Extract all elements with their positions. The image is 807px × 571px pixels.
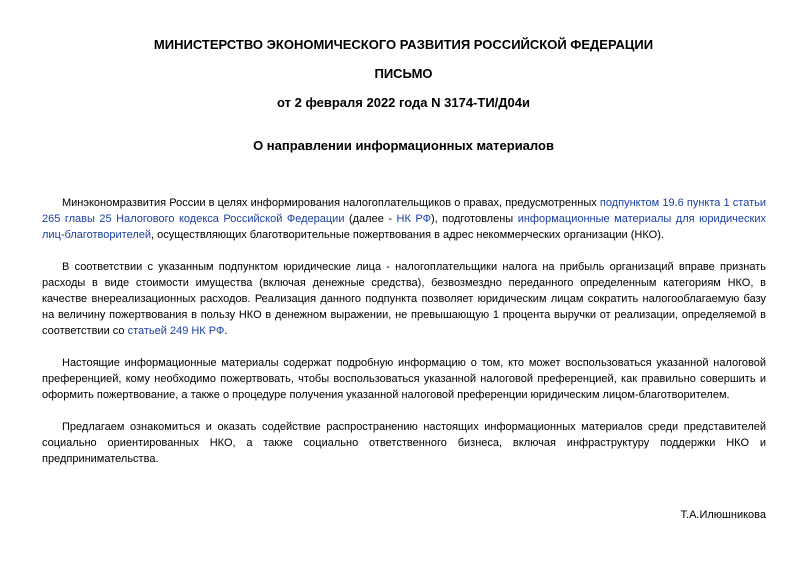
info-materials-link[interactable]: информационные материалы для юридических лиц-благотворителей: [42, 213, 766, 241]
p1-text-1: Минэкономразвития России в целях информирования налогоплательщиков о правах, предусмотренных: [62, 197, 600, 209]
paragraph-2: [42, 259, 766, 339]
signature: Т.А.Илюшникова: [680, 509, 766, 521]
article-249-link[interactable]: статьей 249 НК РФ: [127, 325, 225, 337]
paragraph-4: Предлагаем ознакомиться и оказать содействие распространению настоящих информационных материалов среди представителей социально ориентированных НКО, а также социально ответственного бизнеса, включая инфраструктуру поддержки НКО и предпринимательства.: [42, 421, 766, 465]
p2-text-2: .: [224, 325, 228, 337]
tax-code-link[interactable]: НК РФ: [396, 213, 431, 225]
paragraph-3: Настоящие информационные материалы содержат подробную информацию о том, кто может воспользоваться указанной налоговой преференцией, кому необходимо пожертвовать, чтобы воспользоваться указанной налоговой преференцией, как правильно совершить и оформить пожертвование, а также о процедуре получения указанной налоговой преференции юридическим лицом-благотворителем.: [42, 357, 766, 401]
letter-body: [42, 195, 766, 483]
document-type: ПИСЬМО: [374, 66, 433, 81]
ministry-title: МИНИСТЕРСТВО ЭКОНОМИЧЕСКОГО РАЗВИТИЯ РОССИЙСКОЙ ФЕДЕРАЦИИ: [153, 37, 654, 52]
paragraph-1: [42, 195, 766, 243]
p2-text-1: В соответствии с указанным подпунктом юридические лица - налогоплательщики налога на прибыль организаций вправе признать расходы в виде стоимости имущества (включая денежные средства), безвозмездно переданного определенным категориям НКО, в качестве внереализационных расходов. Реализация данного подпункта позволяет юридическим лицам сократить налогооблагаемую базу на величину пожертвования в пользу НКО в денежном выражении, не превышающую 1 процента выручки от реализации, определяемой в соответствии со: [42, 261, 766, 337]
document-subject: О направлении информационных материалов: [253, 138, 554, 153]
p1-text-2: (далее -: [344, 213, 397, 225]
document-number-date: от 2 февраля 2022 года N 3174-ТИ/Д04и: [277, 95, 530, 110]
p1-text-4: , осуществляющих благотворительные пожертвования в адрес некоммерческих организации (НКО).: [151, 229, 664, 241]
tax-code-subparagraph-link[interactable]: подпунктом 19.6 пункта 1 статьи 265 главы 25 Налогового кодекса Российской Федерации: [42, 197, 766, 225]
p1-text-3: ), подготовлены: [430, 213, 518, 225]
